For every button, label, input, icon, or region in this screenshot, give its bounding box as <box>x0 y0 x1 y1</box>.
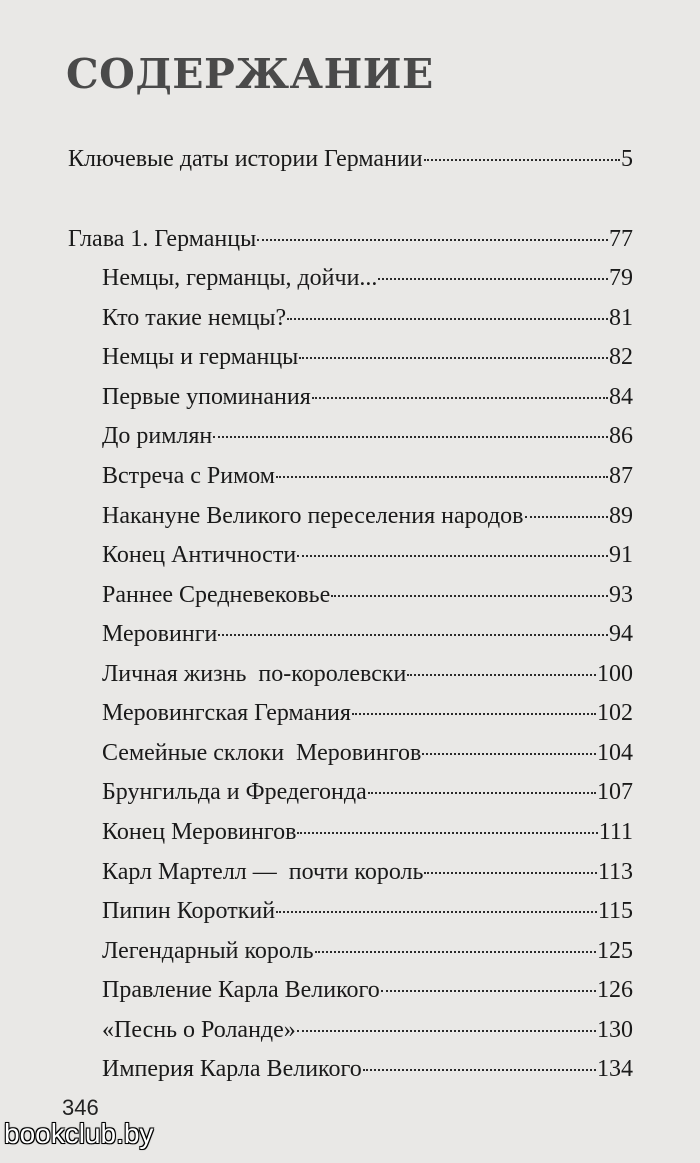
toc-entry-label: Накануне Великого переселения народов <box>102 503 524 529</box>
toc-entry-label: «Песнь о Роланде» <box>102 1017 296 1043</box>
toc-entry-label: Конец Меровингов <box>102 819 297 845</box>
toc-entry <box>102 738 633 768</box>
toc-entry <box>102 461 633 491</box>
toc-leader <box>424 159 620 161</box>
toc-entry-label: Семейные склоки Меровингов <box>102 740 422 766</box>
toc-leader <box>297 832 597 834</box>
toc-entry-page: 130 <box>597 1017 633 1043</box>
toc-entry-page: 107 <box>597 779 633 805</box>
toc-entry-label: Раннее Средневековье <box>102 582 331 608</box>
toc-leader <box>424 872 596 874</box>
toc-leader <box>257 239 608 241</box>
toc-entry <box>102 263 633 293</box>
toc-entry-intro <box>68 144 633 174</box>
toc-entry-label: Встреча с Римом <box>102 463 275 489</box>
toc-entry <box>102 580 633 610</box>
toc-entry <box>102 896 633 926</box>
toc-entry-page: 93 <box>609 582 633 608</box>
toc-entry-page: 82 <box>609 344 633 370</box>
toc-entry-label: Ключевые даты истории Германии <box>68 146 423 172</box>
toc-leader <box>363 1069 596 1071</box>
toc-entry-label: Кто такие немцы? <box>102 305 287 331</box>
toc-entry <box>102 540 633 570</box>
page-number: 346 <box>62 1095 99 1120</box>
toc-entry-label: Брунгильда и Фредегонда <box>102 779 367 805</box>
toc-entry-page: 81 <box>609 305 633 331</box>
toc-entry <box>102 698 633 728</box>
toc-leader <box>276 476 608 478</box>
toc-entry-page: 134 <box>597 1056 633 1082</box>
toc-leader <box>407 674 596 676</box>
toc-entry-page: 77 <box>609 226 633 252</box>
toc-entry-label: Пипин Короткий <box>102 898 276 924</box>
toc-leader <box>213 436 608 438</box>
toc-entry-label: Меровингская Германия <box>102 700 351 726</box>
toc-entry-page: 87 <box>609 463 633 489</box>
toc-entry-label: Первые упоминания <box>102 384 311 410</box>
toc-entry-label: Правление Карла Великого <box>102 977 380 1003</box>
toc-leader <box>276 911 597 913</box>
toc-entry <box>102 501 633 531</box>
toc-entry-page: 79 <box>609 265 633 291</box>
toc-entry-page: 91 <box>609 542 633 568</box>
toc-entry-page: 102 <box>597 700 633 726</box>
toc-entry <box>102 936 633 966</box>
toc-entry-page: 125 <box>597 938 633 964</box>
toc-entry-page: 111 <box>598 819 633 845</box>
toc-entry-page: 5 <box>621 146 633 172</box>
toc-entry <box>102 303 633 333</box>
toc-leader <box>287 318 608 320</box>
watermark: bookclub.by <box>4 1118 154 1149</box>
toc-leader <box>352 713 596 715</box>
toc-entry-label: Личная жизнь по-королевски <box>102 661 407 687</box>
toc-entry-page: 86 <box>609 423 633 449</box>
toc-leader <box>312 397 608 399</box>
toc-entry-page: 126 <box>597 977 633 1003</box>
toc-entry <box>102 619 633 649</box>
toc-entry <box>102 659 633 689</box>
toc-entry-label: Империя Карла Великого <box>102 1056 362 1082</box>
toc-leader <box>297 555 608 557</box>
toc-entry-page: 89 <box>609 503 633 529</box>
toc-leader <box>368 792 596 794</box>
toc-entry-page: 113 <box>597 859 633 885</box>
toc-entry <box>102 382 633 412</box>
toc-leader <box>299 357 608 359</box>
toc-entry <box>102 777 633 807</box>
toc-entry-label: Конец Античности <box>102 542 297 568</box>
toc-entry <box>102 975 633 1005</box>
toc-entry-page: 100 <box>597 661 633 687</box>
toc-leader <box>525 516 609 518</box>
toc-entry <box>102 1054 633 1084</box>
toc-entry <box>102 421 633 451</box>
toc-entry-label: Карл Мартелл — почти король <box>102 859 424 885</box>
toc-entry-label: Легендарный король <box>102 938 314 964</box>
toc-leader <box>331 595 608 597</box>
toc-leader <box>422 753 596 755</box>
toc-entry-page: 84 <box>609 384 633 410</box>
toc-leader <box>378 278 608 280</box>
toc-entry-label: Немцы, германцы, дойчи... <box>102 265 378 291</box>
toc-entry <box>102 342 633 372</box>
toc-entry-chapter <box>68 224 633 254</box>
page-title: СОДЕРЖАНИЕ <box>66 50 434 98</box>
toc-entry-page: 104 <box>597 740 633 766</box>
toc-entry <box>102 857 633 887</box>
toc-entry-label: Меровинги <box>102 621 218 647</box>
toc-leader <box>297 1030 596 1032</box>
toc-entry-label: Глава 1. Германцы <box>68 226 257 252</box>
toc-entry <box>102 1015 633 1045</box>
toc-leader <box>218 634 608 636</box>
toc-entry-page: 94 <box>609 621 633 647</box>
toc-leader <box>381 990 596 992</box>
toc-entry-page: 115 <box>597 898 633 924</box>
toc-leader <box>315 951 596 953</box>
toc-entry-label: Немцы и германцы <box>102 344 299 370</box>
toc-entry <box>102 817 633 847</box>
toc-entry-label: До римлян <box>102 423 213 449</box>
